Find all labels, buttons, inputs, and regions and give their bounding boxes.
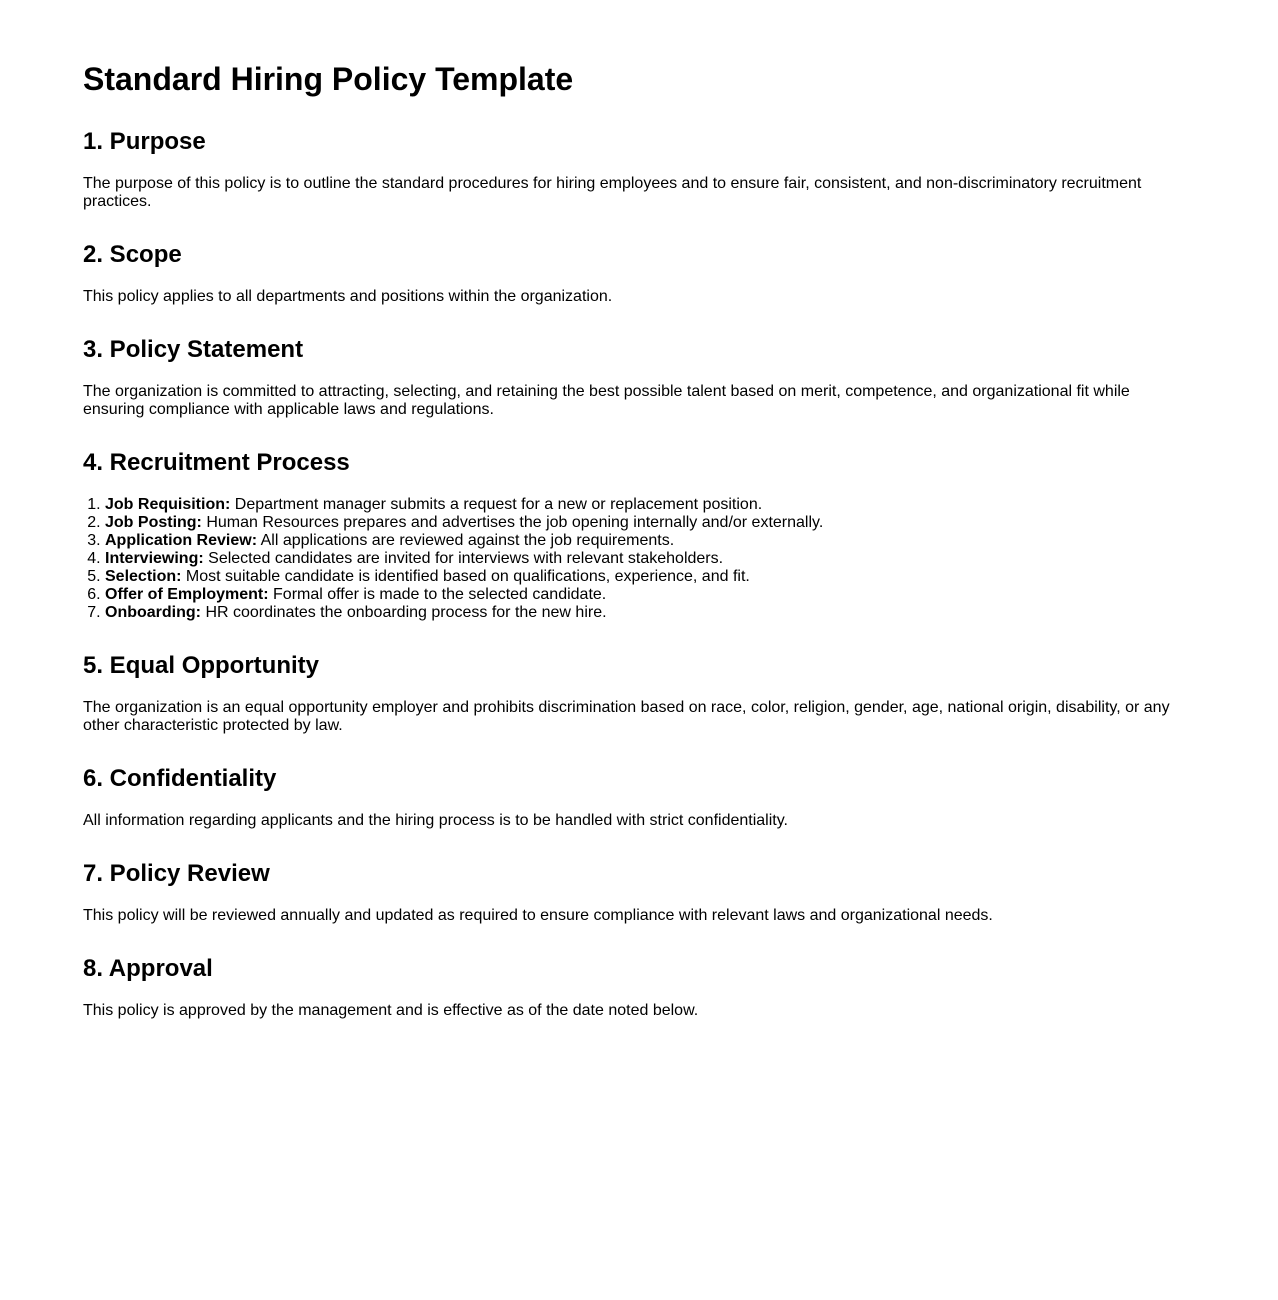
section-policy-review: [83, 860, 1195, 925]
section-heading-policy-review: 7. Policy Review: [83, 860, 270, 887]
section-body-equal-opportunity: The organization is an equal opportunity employer and prohibits discrimination based on race, color, religion, gender, age, national origin, disability, or any other characteristic protected by law.: [83, 699, 1170, 734]
section-recruitment-process: [83, 449, 1195, 622]
list-item: [105, 604, 1195, 622]
list-item: [105, 496, 1195, 514]
list-item-term: Interviewing:: [105, 550, 204, 567]
document-title: Standard Hiring Policy Template: [83, 61, 574, 97]
section-body-purpose: The purpose of this policy is to outline the standard procedures for hiring employees and to ensure fair, consistent, and non-discriminatory recruitment practices.: [83, 175, 1142, 210]
list-item: [105, 586, 1195, 604]
section-approval: [83, 955, 1195, 1020]
section-heading-approval: 8. Approval: [83, 955, 213, 982]
list-item-term: Application Review:: [105, 532, 258, 549]
section-equal-opportunity: [83, 652, 1195, 735]
section-heading-equal-opportunity: 5. Equal Opportunity: [83, 652, 320, 679]
section-confidentiality: [83, 765, 1195, 830]
list-item: [105, 514, 1195, 532]
section-heading-policy-statement: 3. Policy Statement: [83, 336, 304, 363]
list-item-term: Job Posting:: [105, 514, 202, 531]
section-body-scope: This policy applies to all departments and positions within the organization.: [83, 288, 613, 305]
section-heading-scope: 2. Scope: [83, 241, 182, 268]
list-item-desc: Department manager submits a request for a new or replacement position.: [234, 496, 763, 513]
section-heading-recruitment-process: 4. Recruitment Process: [83, 449, 350, 476]
section-policy-statement: [83, 336, 1195, 419]
list-item-desc: HR coordinates the onboarding process for the new hire.: [205, 604, 607, 621]
section-purpose: [83, 128, 1195, 211]
list-item-desc: Formal offer is made to the selected candidate.: [273, 586, 607, 603]
list-item: [105, 550, 1195, 568]
list-item-term: Offer of Employment:: [105, 586, 269, 603]
section-heading-purpose: 1. Purpose: [83, 128, 206, 155]
section-scope: [83, 241, 1195, 306]
list-item: [105, 568, 1195, 586]
list-item-desc: Selected candidates are invited for interviews with relevant stakeholders.: [208, 550, 724, 567]
list-item-desc: Most suitable candidate is identified based on qualifications, experience, and fit.: [185, 568, 750, 585]
list-item-term: Onboarding:: [105, 604, 201, 621]
section-body-approval: This policy is approved by the management and is effective as of the date noted below.: [83, 1002, 699, 1019]
section-body-policy-statement: The organization is committed to attracting, selecting, and retaining the best possible talent based on merit, competence, and organizational fit while ensuring compliance with applicable laws and regulations.: [83, 383, 1130, 418]
section-body-confidentiality: All information regarding applicants and the hiring process is to be handled with strict confidentiality.: [83, 812, 788, 829]
recruitment-process-list: [83, 496, 1195, 622]
list-item-desc: Human Resources prepares and advertises the job opening internally and/or externally.: [206, 514, 824, 531]
list-item-term: Selection:: [105, 568, 182, 585]
list-item: [105, 532, 1195, 550]
list-item-desc: All applications are reviewed against the job requirements.: [260, 532, 675, 549]
section-body-policy-review: This policy will be reviewed annually and updated as required to ensure compliance with relevant laws and organizational needs.: [83, 907, 993, 924]
section-heading-confidentiality: 6. Confidentiality: [83, 765, 277, 792]
list-item-term: Job Requisition:: [105, 496, 231, 513]
